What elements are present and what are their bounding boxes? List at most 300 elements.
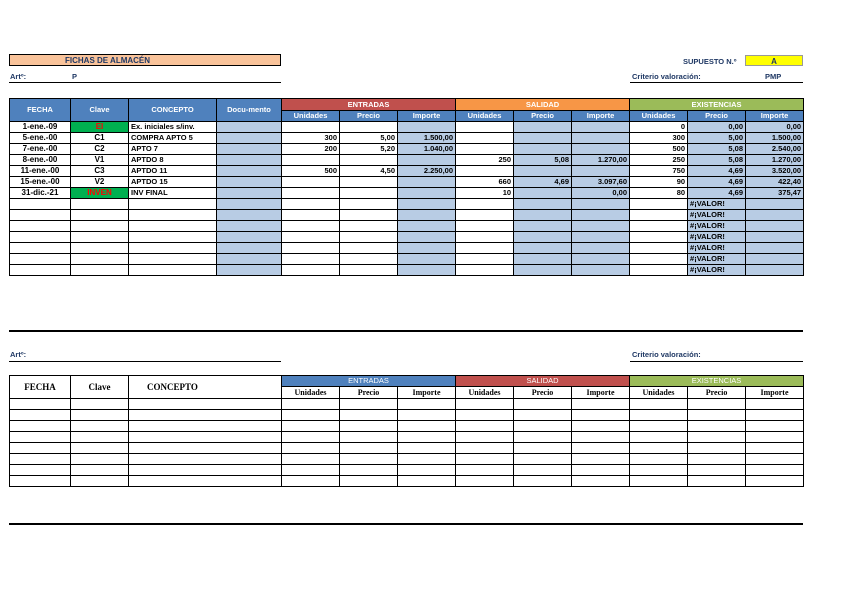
existencias-precio-cell[interactable]: #¡VALOR! (688, 232, 746, 243)
entradas-precio-cell[interactable] (340, 243, 398, 254)
salidas-unidades-cell[interactable] (456, 210, 514, 221)
fecha-cell[interactable] (10, 232, 71, 243)
existencias-precio-cell[interactable] (688, 454, 746, 465)
entradas-unidades-cell[interactable]: 300 (282, 133, 340, 144)
entradas-importe-cell[interactable]: 1.040,00 (398, 144, 456, 155)
entradas-unidades-cell[interactable] (282, 410, 340, 421)
existencias-unidades-cell[interactable]: 750 (630, 166, 688, 177)
entradas-precio-cell[interactable] (340, 454, 398, 465)
fecha-cell[interactable] (10, 410, 71, 421)
concepto-cell[interactable] (129, 454, 282, 465)
clave-cell[interactable] (71, 243, 129, 254)
criterio-label-2: Criterio valoración: (632, 350, 701, 359)
clave-cell[interactable] (71, 465, 129, 476)
clave-cell[interactable]: C2 (71, 144, 129, 155)
entradas-unidades-cell[interactable] (282, 243, 340, 254)
existencias-precio-cell[interactable]: #¡VALOR! (688, 199, 746, 210)
salidas-precio-cell[interactable] (514, 133, 572, 144)
concepto-cell[interactable] (129, 432, 282, 443)
salidas-importe-cell[interactable] (572, 199, 630, 210)
salidas-precio-cell[interactable] (514, 221, 572, 232)
clave-cell[interactable] (71, 199, 129, 210)
salidas-importe-cell[interactable]: 3.097,60 (572, 177, 630, 188)
entradas-precio-cell[interactable] (340, 265, 398, 276)
clave-cell[interactable] (71, 232, 129, 243)
criterio-label: Criterio valoración: (632, 72, 701, 81)
art-underline-2 (9, 361, 281, 362)
fecha-cell[interactable] (10, 399, 71, 410)
existencias-precio-cell[interactable] (688, 465, 746, 476)
concepto-cell[interactable] (129, 443, 282, 454)
salidas-importe-cell[interactable] (572, 476, 630, 487)
documento-cell[interactable] (217, 155, 282, 166)
entradas-unidades-cell[interactable] (282, 210, 340, 221)
supuesto-label: SUPUESTO N.º (683, 57, 737, 66)
clave-cell[interactable] (71, 210, 129, 221)
concepto-cell[interactable] (129, 476, 282, 487)
clave-cell[interactable]: EI (71, 122, 129, 133)
col2-salidas-precio: Precio (514, 387, 572, 399)
clave-cell[interactable] (71, 454, 129, 465)
existencias-unidades-cell[interactable] (630, 465, 688, 476)
documento-cell[interactable] (217, 265, 282, 276)
col-entradas-importe: Importe (398, 111, 456, 122)
entradas-precio-cell[interactable] (340, 177, 398, 188)
fecha-cell[interactable] (10, 243, 71, 254)
fecha-cell[interactable] (10, 199, 71, 210)
entradas-unidades-cell[interactable] (282, 421, 340, 432)
entradas-importe-cell[interactable] (398, 232, 456, 243)
salidas-importe-cell[interactable] (572, 421, 630, 432)
entradas-importe-cell[interactable] (398, 410, 456, 421)
clave-cell[interactable]: INVEN (71, 188, 129, 199)
existencias-importe-cell[interactable] (746, 199, 804, 210)
clave-cell[interactable] (71, 399, 129, 410)
existencias-unidades-cell[interactable]: 300 (630, 133, 688, 144)
entradas-importe-cell[interactable] (398, 254, 456, 265)
existencias-unidades-cell[interactable] (630, 199, 688, 210)
entradas-unidades-cell[interactable] (282, 465, 340, 476)
concepto-cell[interactable] (129, 410, 282, 421)
existencias-importe-cell[interactable]: 0,00 (746, 122, 804, 133)
col-documento: Docu-mento (217, 99, 282, 122)
entradas-precio-cell[interactable]: 5,20 (340, 144, 398, 155)
clave-cell[interactable]: V2 (71, 177, 129, 188)
entradas-precio-cell[interactable] (340, 210, 398, 221)
salidas-unidades-cell[interactable] (456, 243, 514, 254)
entradas-precio-cell[interactable] (340, 410, 398, 421)
concepto-cell[interactable]: INV FINAL (129, 188, 217, 199)
table-row (10, 432, 804, 443)
existencias-precio-cell[interactable]: #¡VALOR! (688, 265, 746, 276)
clave-cell[interactable] (71, 443, 129, 454)
entradas-unidades-cell[interactable]: 500 (282, 166, 340, 177)
salidas-importe-cell[interactable] (572, 265, 630, 276)
clave-cell[interactable]: C3 (71, 166, 129, 177)
entradas-precio-cell[interactable]: 5,00 (340, 133, 398, 144)
existencias-precio-cell[interactable]: 4,69 (688, 177, 746, 188)
existencias-importe-cell[interactable] (746, 254, 804, 265)
entradas-importe-cell[interactable] (398, 432, 456, 443)
col-salidas-importe: Importe (572, 111, 630, 122)
clave-cell[interactable] (71, 254, 129, 265)
criterio-value-cell[interactable]: PMP (765, 72, 782, 81)
entradas-unidades-cell[interactable]: 200 (282, 144, 340, 155)
existencias-importe-cell[interactable] (746, 232, 804, 243)
existencias-unidades-cell[interactable] (630, 476, 688, 487)
art-value-cell[interactable]: P (72, 72, 78, 81)
salidas-unidades-cell[interactable] (456, 454, 514, 465)
table-row (10, 265, 804, 276)
table-row (10, 122, 804, 133)
entradas-precio-cell[interactable] (340, 254, 398, 265)
entradas-importe-cell[interactable] (398, 243, 456, 254)
entradas-unidades-cell[interactable] (282, 122, 340, 133)
salidas-precio-cell[interactable] (514, 399, 572, 410)
existencias-importe-cell[interactable] (746, 454, 804, 465)
concepto-cell[interactable]: Ex. iniciales s/inv. (129, 122, 217, 133)
existencias-precio-cell[interactable] (688, 476, 746, 487)
concepto-cell[interactable] (129, 465, 282, 476)
fecha-cell[interactable]: 1-ene.-09 (10, 122, 71, 133)
existencias-importe-cell[interactable] (746, 410, 804, 421)
fecha-cell[interactable]: 7-ene.-00 (10, 144, 71, 155)
entradas-importe-cell[interactable] (398, 476, 456, 487)
entradas-importe-cell[interactable] (398, 465, 456, 476)
entradas-precio-cell[interactable] (340, 221, 398, 232)
salidas-importe-cell[interactable] (572, 144, 630, 155)
table-row (10, 476, 804, 487)
existencias-precio-cell[interactable] (688, 410, 746, 421)
existencias-precio-cell[interactable] (688, 399, 746, 410)
entradas-precio-cell[interactable] (340, 199, 398, 210)
entradas-unidades-cell[interactable] (282, 232, 340, 243)
entradas-precio-cell[interactable] (340, 399, 398, 410)
entradas-importe-cell[interactable] (398, 177, 456, 188)
fecha-cell[interactable] (10, 221, 71, 232)
salidas-importe-cell[interactable] (572, 122, 630, 133)
salidas-unidades-cell[interactable] (456, 166, 514, 177)
salidas-importe-cell[interactable] (572, 410, 630, 421)
fecha-cell[interactable] (10, 432, 71, 443)
clave-cell[interactable]: V1 (71, 155, 129, 166)
clave-cell[interactable] (71, 221, 129, 232)
fecha-cell[interactable] (10, 465, 71, 476)
documento-cell[interactable] (217, 232, 282, 243)
entradas-importe-cell[interactable]: 1.500,00 (398, 133, 456, 144)
fecha-cell[interactable]: 5-ene.-00 (10, 133, 71, 144)
concepto-cell[interactable] (129, 421, 282, 432)
salidas-importe-cell[interactable]: 0,00 (572, 188, 630, 199)
entradas-precio-cell[interactable] (340, 155, 398, 166)
existencias-unidades-cell[interactable]: 250 (630, 155, 688, 166)
salidas-unidades-cell[interactable] (456, 122, 514, 133)
entradas-unidades-cell[interactable] (282, 221, 340, 232)
salidas-importe-cell[interactable] (572, 465, 630, 476)
existencias-unidades-cell[interactable] (630, 432, 688, 443)
clave-cell[interactable] (71, 265, 129, 276)
salidas-precio-cell[interactable] (514, 410, 572, 421)
entradas-importe-cell[interactable] (398, 399, 456, 410)
salidas-unidades-cell[interactable]: 250 (456, 155, 514, 166)
existencias-importe-cell[interactable] (746, 265, 804, 276)
documento-cell[interactable] (217, 221, 282, 232)
entradas-importe-cell[interactable] (398, 199, 456, 210)
entradas-importe-cell[interactable] (398, 454, 456, 465)
salidas-importe-cell[interactable] (572, 166, 630, 177)
concepto-cell[interactable]: APTDO 15 (129, 177, 217, 188)
entradas-importe-cell[interactable] (398, 421, 456, 432)
documento-cell[interactable] (217, 144, 282, 155)
entradas-precio-cell[interactable]: 4,50 (340, 166, 398, 177)
salidas-unidades-cell[interactable] (456, 133, 514, 144)
entradas-precio-cell[interactable] (340, 232, 398, 243)
salidas-precio-cell[interactable]: 5,08 (514, 155, 572, 166)
fecha-cell[interactable]: 31-dic.-21 (10, 188, 71, 199)
salidas-unidades-cell[interactable] (456, 232, 514, 243)
salidas-precio-cell[interactable] (514, 443, 572, 454)
existencias-importe-cell[interactable] (746, 465, 804, 476)
col2-salidas-importe: Importe (572, 387, 630, 399)
salidas-precio-cell[interactable] (514, 465, 572, 476)
salidas-precio-cell[interactable] (514, 421, 572, 432)
existencias-unidades-cell[interactable]: 0 (630, 122, 688, 133)
existencias-precio-cell[interactable] (688, 443, 746, 454)
salidas-importe-cell[interactable] (572, 432, 630, 443)
concepto-cell[interactable]: COMPRA APTO 5 (129, 133, 217, 144)
salidas-precio-cell[interactable] (514, 265, 572, 276)
entradas-unidades-cell[interactable] (282, 443, 340, 454)
existencias-importe-cell[interactable] (746, 476, 804, 487)
documento-cell[interactable] (217, 199, 282, 210)
concepto-cell[interactable] (129, 199, 217, 210)
existencias-unidades-cell[interactable]: 500 (630, 144, 688, 155)
entradas-unidades-cell[interactable] (282, 177, 340, 188)
entradas-precio-cell[interactable] (340, 465, 398, 476)
concepto-cell[interactable] (129, 232, 217, 243)
salidas-unidades-cell[interactable] (456, 410, 514, 421)
existencias-unidades-cell[interactable] (630, 243, 688, 254)
entradas-unidades-cell[interactable] (282, 155, 340, 166)
fecha-cell[interactable]: 11-ene.-00 (10, 166, 71, 177)
salidas-unidades-cell[interactable] (456, 221, 514, 232)
salidas-precio-cell[interactable] (514, 122, 572, 133)
existencias-unidades-cell[interactable] (630, 254, 688, 265)
existencias-importe-cell[interactable] (746, 443, 804, 454)
salidas-importe-cell[interactable] (572, 221, 630, 232)
col-clave: Clave (71, 99, 129, 122)
documento-cell[interactable] (217, 188, 282, 199)
concepto-cell[interactable] (129, 210, 217, 221)
existencias-precio-cell[interactable]: 4,69 (688, 188, 746, 199)
col-salidas-precio: Precio (514, 111, 572, 122)
existencias-precio-cell[interactable]: #¡VALOR! (688, 210, 746, 221)
fecha-cell[interactable] (10, 254, 71, 265)
fecha-cell[interactable] (10, 265, 71, 276)
entradas-unidades-cell[interactable] (282, 399, 340, 410)
entradas-precio-cell[interactable] (340, 443, 398, 454)
fecha-cell[interactable]: 8-ene.-00 (10, 155, 71, 166)
salidas-unidades-cell[interactable] (456, 399, 514, 410)
existencias-importe-cell[interactable]: 2.540,00 (746, 144, 804, 155)
existencias-precio-cell[interactable]: 5,00 (688, 133, 746, 144)
concepto-cell[interactable]: APTDO 11 (129, 166, 217, 177)
salidas-importe-cell[interactable] (572, 133, 630, 144)
salidas-precio-cell[interactable] (514, 188, 572, 199)
salidas-importe-cell[interactable] (572, 399, 630, 410)
salidas-importe-cell[interactable] (572, 254, 630, 265)
salidas-precio-cell[interactable] (514, 254, 572, 265)
clave-cell[interactable]: C1 (71, 133, 129, 144)
concepto-cell[interactable]: APTDO 8 (129, 155, 217, 166)
concepto-cell[interactable] (129, 243, 217, 254)
existencias-unidades-cell[interactable] (630, 410, 688, 421)
existencias-importe-cell[interactable] (746, 421, 804, 432)
salidas-importe-cell[interactable] (572, 210, 630, 221)
documento-cell[interactable] (217, 254, 282, 265)
fecha-cell[interactable] (10, 210, 71, 221)
existencias-unidades-cell[interactable] (630, 443, 688, 454)
documento-cell[interactable] (217, 177, 282, 188)
entradas-precio-cell[interactable] (340, 432, 398, 443)
salidas-unidades-cell[interactable] (456, 199, 514, 210)
existencias-precio-cell[interactable] (688, 432, 746, 443)
entradas-unidades-cell[interactable] (282, 254, 340, 265)
table-row (10, 133, 804, 144)
salidas-unidades-cell[interactable] (456, 421, 514, 432)
salidas-precio-cell[interactable] (514, 144, 572, 155)
salidas-precio-cell[interactable] (514, 476, 572, 487)
existencias-precio-cell[interactable]: 5,08 (688, 155, 746, 166)
entradas-unidades-cell[interactable] (282, 476, 340, 487)
existencias-unidades-cell[interactable] (630, 454, 688, 465)
salidas-unidades-cell[interactable] (456, 465, 514, 476)
clave-cell[interactable] (71, 476, 129, 487)
fecha-cell[interactable]: 15-ene.-00 (10, 177, 71, 188)
existencias-precio-cell[interactable]: 5,08 (688, 144, 746, 155)
existencias-precio-cell[interactable]: 4,69 (688, 166, 746, 177)
clave-cell[interactable] (71, 410, 129, 421)
concepto-cell[interactable] (129, 221, 217, 232)
existencias-importe-cell[interactable]: 1.500,00 (746, 133, 804, 144)
fecha-cell[interactable] (10, 443, 71, 454)
documento-cell[interactable] (217, 166, 282, 177)
salidas-unidades-cell[interactable] (456, 265, 514, 276)
entradas-importe-cell[interactable] (398, 122, 456, 133)
existencias-precio-cell[interactable]: 0,00 (688, 122, 746, 133)
entradas-importe-cell[interactable] (398, 155, 456, 166)
entradas-unidades-cell[interactable] (282, 188, 340, 199)
entradas-precio-cell[interactable] (340, 421, 398, 432)
fecha-cell[interactable] (10, 454, 71, 465)
entradas-importe-cell[interactable] (398, 221, 456, 232)
existencias-precio-cell[interactable] (688, 421, 746, 432)
entradas-precio-cell[interactable] (340, 122, 398, 133)
existencias-unidades-cell[interactable]: 80 (630, 188, 688, 199)
existencias-precio-cell[interactable]: #¡VALOR! (688, 254, 746, 265)
documento-cell[interactable] (217, 210, 282, 221)
entradas-importe-cell[interactable] (398, 265, 456, 276)
existencias-importe-cell[interactable] (746, 221, 804, 232)
existencias-importe-cell[interactable] (746, 243, 804, 254)
existencias-importe-cell[interactable]: 422,40 (746, 177, 804, 188)
existencias-unidades-cell[interactable]: 90 (630, 177, 688, 188)
salidas-precio-cell[interactable] (514, 166, 572, 177)
salidas-precio-cell[interactable] (514, 210, 572, 221)
existencias-precio-cell[interactable]: #¡VALOR! (688, 243, 746, 254)
salidas-importe-cell[interactable] (572, 232, 630, 243)
entradas-unidades-cell[interactable] (282, 265, 340, 276)
supuesto-value-cell[interactable]: A (745, 55, 803, 66)
table-row (10, 166, 804, 177)
entradas-precio-cell[interactable] (340, 188, 398, 199)
salidas-unidades-cell[interactable] (456, 254, 514, 265)
documento-cell[interactable] (217, 243, 282, 254)
concepto-cell[interactable] (129, 399, 282, 410)
entradas-unidades-cell[interactable] (282, 432, 340, 443)
entradas-unidades-cell[interactable] (282, 199, 340, 210)
existencias-unidades-cell[interactable] (630, 421, 688, 432)
salidas-unidades-cell[interactable] (456, 432, 514, 443)
existencias-importe-cell[interactable]: 1.270,00 (746, 155, 804, 166)
documento-cell[interactable] (217, 133, 282, 144)
fecha-cell[interactable] (10, 476, 71, 487)
existencias-unidades-cell[interactable] (630, 210, 688, 221)
salidas-precio-cell[interactable] (514, 232, 572, 243)
salidas-precio-cell[interactable] (514, 199, 572, 210)
salidas-precio-cell[interactable] (514, 454, 572, 465)
existencias-importe-cell[interactable] (746, 399, 804, 410)
salidas-importe-cell[interactable] (572, 243, 630, 254)
concepto-cell[interactable] (129, 254, 217, 265)
salidas-unidades-cell[interactable] (456, 144, 514, 155)
col2-concepto: CONCEPTO (129, 376, 282, 399)
entradas-precio-cell[interactable] (340, 476, 398, 487)
existencias-unidades-cell[interactable] (630, 232, 688, 243)
clave-cell[interactable] (71, 421, 129, 432)
entradas-unidades-cell[interactable] (282, 454, 340, 465)
fecha-cell[interactable] (10, 421, 71, 432)
entradas-importe-cell[interactable]: 2.250,00 (398, 166, 456, 177)
salidas-importe-cell[interactable]: 1.270,00 (572, 155, 630, 166)
entradas-importe-cell[interactable] (398, 443, 456, 454)
existencias-importe-cell[interactable]: 375,47 (746, 188, 804, 199)
clave-cell[interactable] (71, 432, 129, 443)
group2-entradas: ENTRADAS (282, 376, 456, 387)
concepto-cell[interactable]: APTO 7 (129, 144, 217, 155)
salidas-importe-cell[interactable] (572, 454, 630, 465)
entradas-importe-cell[interactable] (398, 210, 456, 221)
salidas-precio-cell[interactable] (514, 432, 572, 443)
existencias-unidades-cell[interactable] (630, 221, 688, 232)
salidas-unidades-cell[interactable]: 660 (456, 177, 514, 188)
existencias-importe-cell[interactable] (746, 432, 804, 443)
salidas-precio-cell[interactable]: 4,69 (514, 177, 572, 188)
existencias-unidades-cell[interactable] (630, 399, 688, 410)
existencias-importe-cell[interactable]: 3.520,00 (746, 166, 804, 177)
salidas-unidades-cell[interactable]: 10 (456, 188, 514, 199)
existencias-importe-cell[interactable] (746, 210, 804, 221)
salidas-precio-cell[interactable] (514, 243, 572, 254)
salidas-unidades-cell[interactable] (456, 476, 514, 487)
existencias-precio-cell[interactable]: #¡VALOR! (688, 221, 746, 232)
salidas-importe-cell[interactable] (572, 443, 630, 454)
concepto-cell[interactable] (129, 265, 217, 276)
salidas-unidades-cell[interactable] (456, 443, 514, 454)
entradas-importe-cell[interactable] (398, 188, 456, 199)
documento-cell[interactable] (217, 122, 282, 133)
existencias-unidades-cell[interactable] (630, 265, 688, 276)
